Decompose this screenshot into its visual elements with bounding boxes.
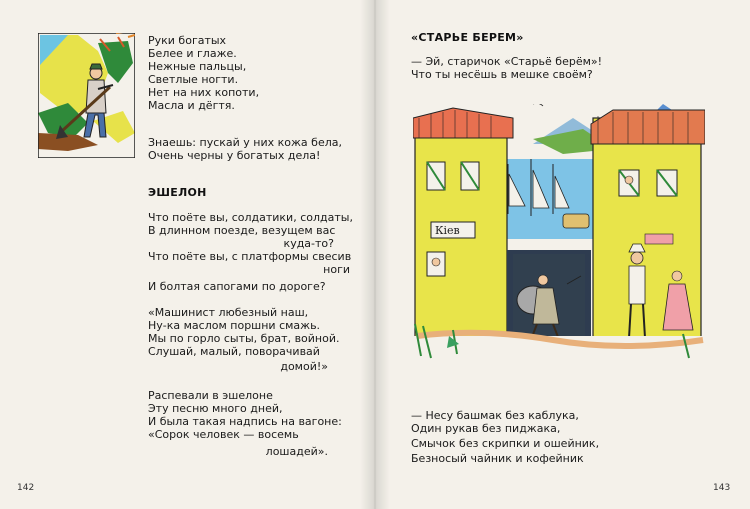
poem1-line-2: Белее и глаже. <box>148 47 237 60</box>
stanza2-line-3: Мы по горло сыты, брат, войной. <box>148 332 340 345</box>
shop-sign: Кіев <box>435 224 460 237</box>
poem1-line-4: Светлые ногти. <box>148 73 239 86</box>
stanza2-line-1: «Машинист любезный наш, <box>148 306 309 319</box>
stanza3-line-3: И была такая надпись на вагоне: <box>148 415 342 428</box>
stanza3-line-5: лошадей». <box>265 445 328 458</box>
stanza2-line-2: Ну-ка маслом поршни смажь. <box>148 319 321 332</box>
stanza1-line-2: В длинном поезде, везущем вас <box>148 224 336 237</box>
stanza2-line-4: Слушай, малый, поворачивай <box>148 345 320 358</box>
poem1b-line-2: Очень черны у богатых дела! <box>148 149 321 162</box>
stanza-line-4: Безносый чайник и кофейник <box>411 452 584 465</box>
stanza2-line-5: домой!» <box>280 360 328 373</box>
poem1-line-1: Руки богатых <box>148 34 227 47</box>
page-number-right: 143 <box>713 483 731 493</box>
stanza1-line-4: Что поёте вы, с платформы свесив <box>148 250 352 263</box>
stanza-line-1: — Несу башмак без каблука, <box>411 409 579 422</box>
poem1-line-5: Нет на них копоти, <box>148 86 260 99</box>
stanza1-line-6: И болтая сапогами по дороге? <box>148 280 326 293</box>
street-scene-illustration <box>413 104 705 364</box>
poem1-line-6: Масла и дёгтя. <box>148 99 235 112</box>
poem-title-starye-berem: «СТАРЬЕ БЕРЕМ» <box>411 31 524 44</box>
right-page <box>375 0 750 509</box>
poem1-line-3: Нежные пальцы, <box>148 60 247 73</box>
poem-title-eshelon: ЭШЕЛОН <box>148 186 207 199</box>
stanza1-line-3: куда-то? <box>283 237 334 250</box>
stanza3-line-2: Эту песню много дней, <box>148 402 283 415</box>
stanza-line-3: Смычок без скрипки и ошейник, <box>411 437 600 450</box>
stanza3-line-1: Распевали в эшелоне <box>148 389 273 402</box>
stanza1-line-1: Что поёте вы, солдатики, солдаты, <box>148 211 353 224</box>
poem1b-line-1: Знаешь: пускай у них кожа бела, <box>148 136 342 149</box>
page-number-left: 142 <box>17 483 35 493</box>
worker-illustration <box>38 33 135 158</box>
intro-line-1: — Эй, старичок «Старьё берём»! <box>411 55 603 68</box>
stanza3-line-4: «Сорок человек — восемь <box>148 428 299 441</box>
stanza1-line-5: ноги <box>323 263 350 276</box>
intro-line-2: Что ты несёшь в мешке своём? <box>411 68 593 81</box>
stanza-line-2: Один рукав без пиджака, <box>411 422 561 435</box>
